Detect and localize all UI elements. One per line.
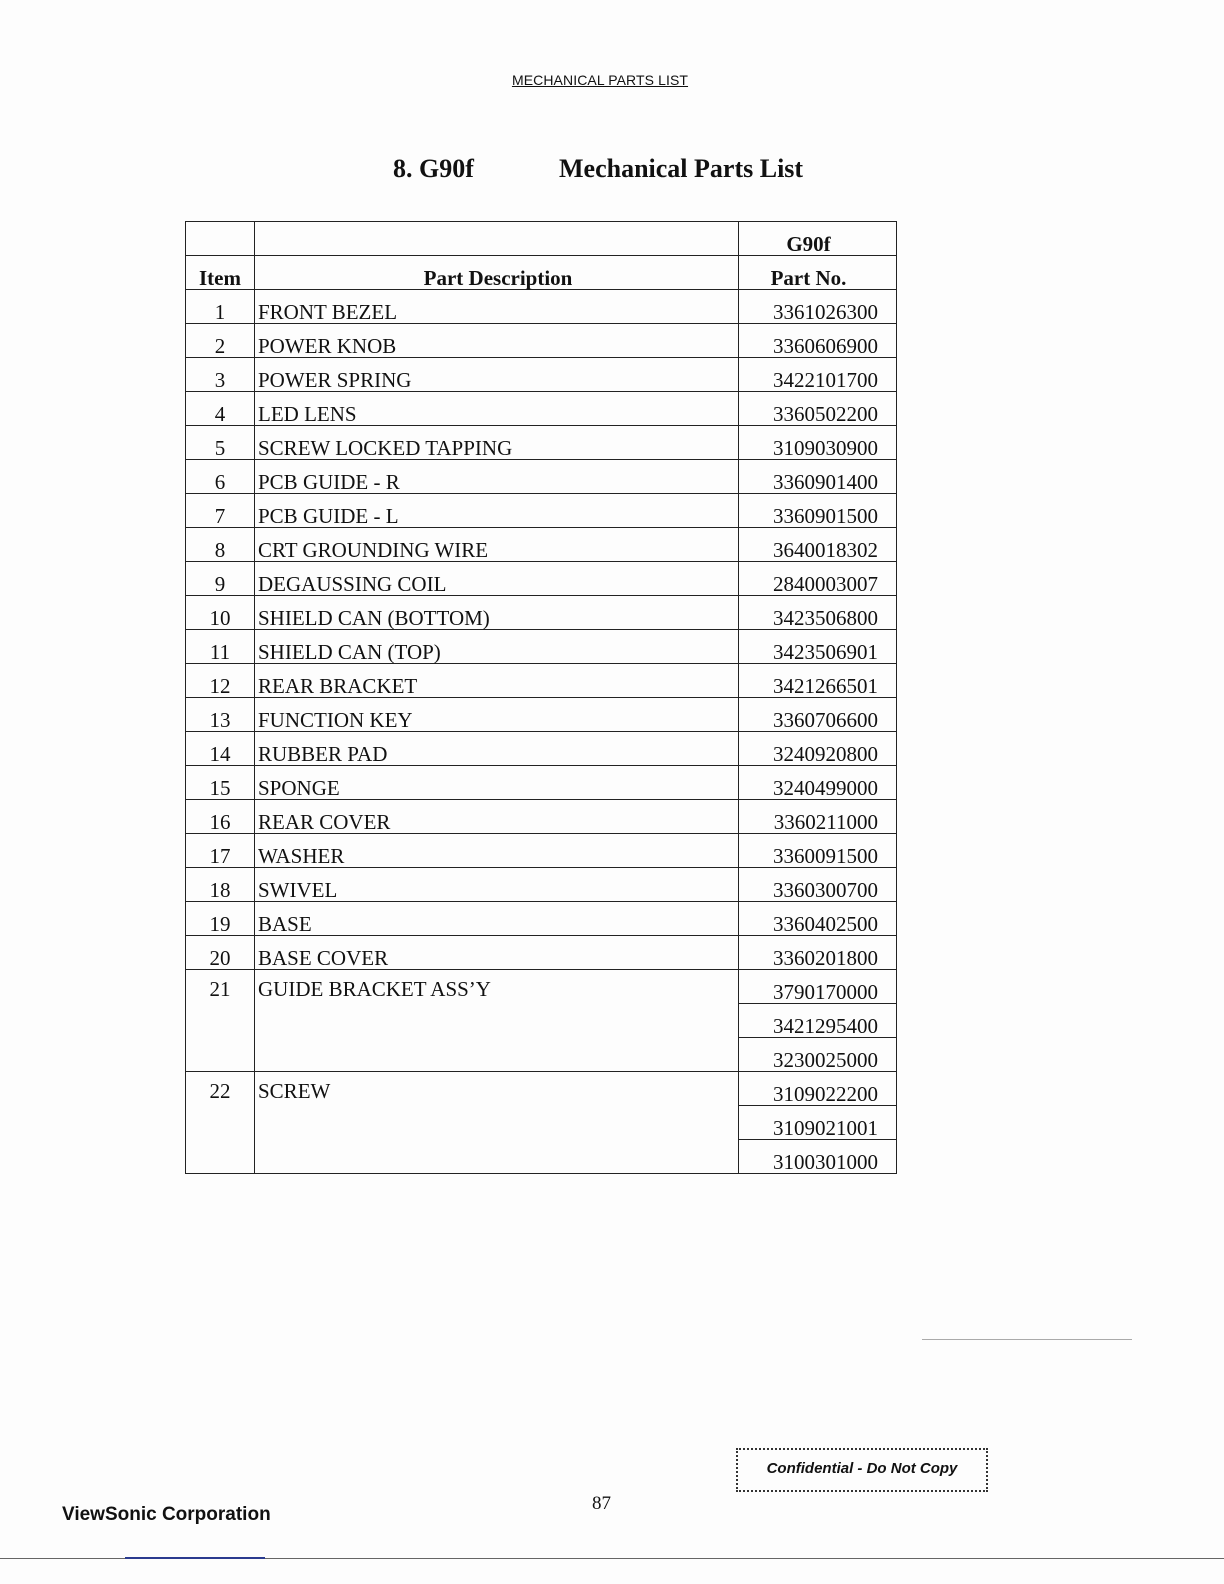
table-row bbox=[186, 596, 897, 630]
part-number: 3361026300 bbox=[739, 290, 897, 324]
part-number: 3360091500 bbox=[739, 834, 897, 868]
part-number: 3640018302 bbox=[739, 528, 897, 562]
part-number: 3421266501 bbox=[739, 664, 897, 698]
table-row bbox=[186, 732, 897, 766]
item-number: 6 bbox=[186, 460, 255, 494]
table-model-row bbox=[186, 222, 897, 256]
item-number: 11 bbox=[186, 630, 255, 664]
table-row bbox=[186, 698, 897, 732]
table-row bbox=[186, 664, 897, 698]
table-row bbox=[186, 290, 897, 324]
part-description: BASE COVER bbox=[255, 936, 739, 970]
part-description: POWER KNOB bbox=[255, 324, 739, 358]
part-description: POWER SPRING bbox=[255, 358, 739, 392]
table-row bbox=[186, 426, 897, 460]
item-number: 21 bbox=[186, 970, 255, 1072]
table-row bbox=[186, 766, 897, 800]
item-number: 20 bbox=[186, 936, 255, 970]
blank-header-cell bbox=[255, 222, 739, 256]
part-description: SPONGE bbox=[255, 766, 739, 800]
part-description: SCREW LOCKED TAPPING bbox=[255, 426, 739, 460]
part-description: SHIELD CAN (BOTTOM) bbox=[255, 596, 739, 630]
part-number: 3240499000 bbox=[739, 766, 897, 800]
part-number: 3423506800 bbox=[739, 596, 897, 630]
table-row bbox=[186, 630, 897, 664]
item-number: 22 bbox=[186, 1072, 255, 1174]
table-row bbox=[186, 868, 897, 902]
page-title: Mechanical Parts List bbox=[559, 154, 804, 183]
part-description: REAR BRACKET bbox=[255, 664, 739, 698]
item-number: 8 bbox=[186, 528, 255, 562]
item-number: 2 bbox=[186, 324, 255, 358]
part-number: 3109021001 bbox=[739, 1106, 897, 1140]
page-number: 87 bbox=[592, 1493, 611, 1514]
part-number: 2840003007 bbox=[739, 562, 897, 596]
table-row bbox=[186, 936, 897, 970]
table-row bbox=[186, 358, 897, 392]
part-number: 3360502200 bbox=[739, 392, 897, 426]
part-description: SCREW bbox=[255, 1072, 739, 1174]
part-description: SHIELD CAN (TOP) bbox=[255, 630, 739, 664]
parts-table bbox=[185, 221, 897, 1174]
part-number: 3422101700 bbox=[739, 358, 897, 392]
part-description: DEGAUSSING COIL bbox=[255, 562, 739, 596]
part-description: LED LENS bbox=[255, 392, 739, 426]
part-number: 3790170000 bbox=[739, 970, 897, 1004]
item-number: 17 bbox=[186, 834, 255, 868]
table-row bbox=[186, 970, 897, 1004]
item-number: 16 bbox=[186, 800, 255, 834]
column-header-description: Part Description bbox=[255, 256, 739, 290]
part-description: FUNCTION KEY bbox=[255, 698, 739, 732]
item-number: 7 bbox=[186, 494, 255, 528]
part-description: PCB GUIDE - L bbox=[255, 494, 739, 528]
part-number: 3240920800 bbox=[739, 732, 897, 766]
item-number: 10 bbox=[186, 596, 255, 630]
part-number: 3360901500 bbox=[739, 494, 897, 528]
part-description: GUIDE BRACKET ASS’Y bbox=[255, 970, 739, 1072]
part-number: 3230025000 bbox=[739, 1038, 897, 1072]
item-number: 3 bbox=[186, 358, 255, 392]
part-description: FRONT BEZEL bbox=[255, 290, 739, 324]
part-number: 3360901400 bbox=[739, 460, 897, 494]
part-number: 3109030900 bbox=[739, 426, 897, 460]
part-description: REAR COVER bbox=[255, 800, 739, 834]
part-description: WASHER bbox=[255, 834, 739, 868]
section-number: 8. G90f bbox=[393, 154, 474, 183]
part-number: 3360606900 bbox=[739, 324, 897, 358]
table-row bbox=[186, 800, 897, 834]
company-name: ViewSonic Corporation bbox=[62, 1504, 271, 1525]
item-number: 19 bbox=[186, 902, 255, 936]
table-row bbox=[186, 1072, 897, 1106]
part-number: 3421295400 bbox=[739, 1004, 897, 1038]
table-row bbox=[186, 528, 897, 562]
item-number: 15 bbox=[186, 766, 255, 800]
part-number: 3360211000 bbox=[739, 800, 897, 834]
table-row bbox=[186, 902, 897, 936]
column-header-item: Item bbox=[186, 256, 255, 290]
item-number: 4 bbox=[186, 392, 255, 426]
part-number: 3423506901 bbox=[739, 630, 897, 664]
footer-accent-line bbox=[125, 1557, 265, 1559]
divider bbox=[922, 1339, 1132, 1340]
item-number: 1 bbox=[186, 290, 255, 324]
part-number: 3100301000 bbox=[739, 1140, 897, 1174]
table-row bbox=[186, 324, 897, 358]
table-row bbox=[186, 494, 897, 528]
part-description: SWIVEL bbox=[255, 868, 739, 902]
table-row bbox=[186, 834, 897, 868]
model-header: G90f bbox=[739, 222, 897, 256]
part-number: 3360706600 bbox=[739, 698, 897, 732]
confidential-stamp: Confidential - Do Not Copy bbox=[736, 1448, 988, 1492]
part-description: RUBBER PAD bbox=[255, 732, 739, 766]
part-number: 3360402500 bbox=[739, 902, 897, 936]
part-description: PCB GUIDE - R bbox=[255, 460, 739, 494]
part-number: 3109022200 bbox=[739, 1072, 897, 1106]
part-number: 3360300700 bbox=[739, 868, 897, 902]
item-number: 5 bbox=[186, 426, 255, 460]
table-row bbox=[186, 392, 897, 426]
table-row bbox=[186, 562, 897, 596]
table-column-header-row bbox=[186, 256, 897, 290]
column-header-part-no: Part No. bbox=[739, 256, 897, 290]
item-number: 13 bbox=[186, 698, 255, 732]
item-number: 12 bbox=[186, 664, 255, 698]
table-row bbox=[186, 460, 897, 494]
part-number: 3360201800 bbox=[739, 936, 897, 970]
item-number: 14 bbox=[186, 732, 255, 766]
part-description: CRT GROUNDING WIRE bbox=[255, 528, 739, 562]
part-description: BASE bbox=[255, 902, 739, 936]
running-header: MECHANICAL PARTS LIST bbox=[511, 72, 689, 88]
item-number: 9 bbox=[186, 562, 255, 596]
blank-header-cell bbox=[186, 222, 255, 256]
item-number: 18 bbox=[186, 868, 255, 902]
